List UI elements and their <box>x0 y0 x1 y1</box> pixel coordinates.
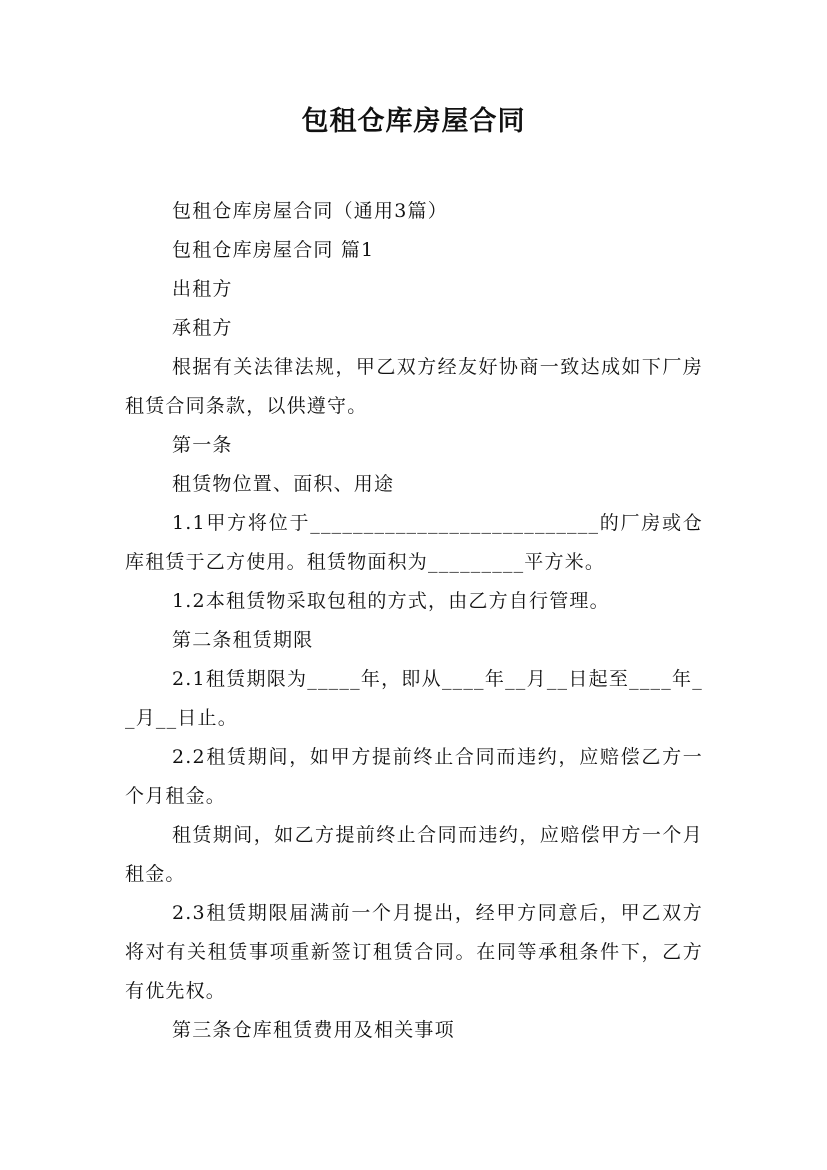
clause-paragraph: 2.1租赁期限为_____年，即从____年__月__日起至____年__月__日止。 <box>125 668 703 729</box>
party-lessee-label: 承租方 <box>172 317 233 339</box>
document-subtitle: 包租仓库房屋合同（通用3篇） <box>172 200 448 222</box>
clause-paragraph: 1.2本租赁物采取包租的方式，由乙方自行管理。 <box>172 590 610 612</box>
clause-paragraph: 2.2租赁期间，如甲方提前终止合同而违约，应赔偿乙方一个月租金。 <box>125 746 703 807</box>
clause-paragraph: 1.1甲方将位于___________________________的厂房或仓库租赁于乙方使用。租赁物面积为_________平方米。 <box>125 512 703 573</box>
clause-paragraph: 租赁期间，如乙方提前终止合同而违约，应赔偿甲方一个月租金。 <box>125 824 703 885</box>
article-subheading: 租赁物位置、面积、用途 <box>172 473 395 495</box>
document-body <box>125 192 703 1050</box>
preamble-paragraph: 根据有关法律法规，甲乙双方经友好协商一致达成如下厂房租赁合同条款，以供遵守。 <box>125 356 703 417</box>
document-title: 包租仓库房屋合同 <box>301 106 526 137</box>
article-heading: 第二条租赁期限 <box>172 629 314 651</box>
article-heading: 第一条 <box>172 434 233 456</box>
party-lessor-label: 出租方 <box>172 278 233 300</box>
section-heading: 包租仓库房屋合同 篇1 <box>172 239 375 261</box>
clause-paragraph: 2.3租赁期限届满前一个月提出，经甲方同意后，甲乙双方将对有关租赁事项重新签订租赁合同。在同等承租条件下，乙方有优先权。 <box>125 902 703 1002</box>
article-heading: 第三条仓库租赁费用及相关事项 <box>172 1019 455 1041</box>
